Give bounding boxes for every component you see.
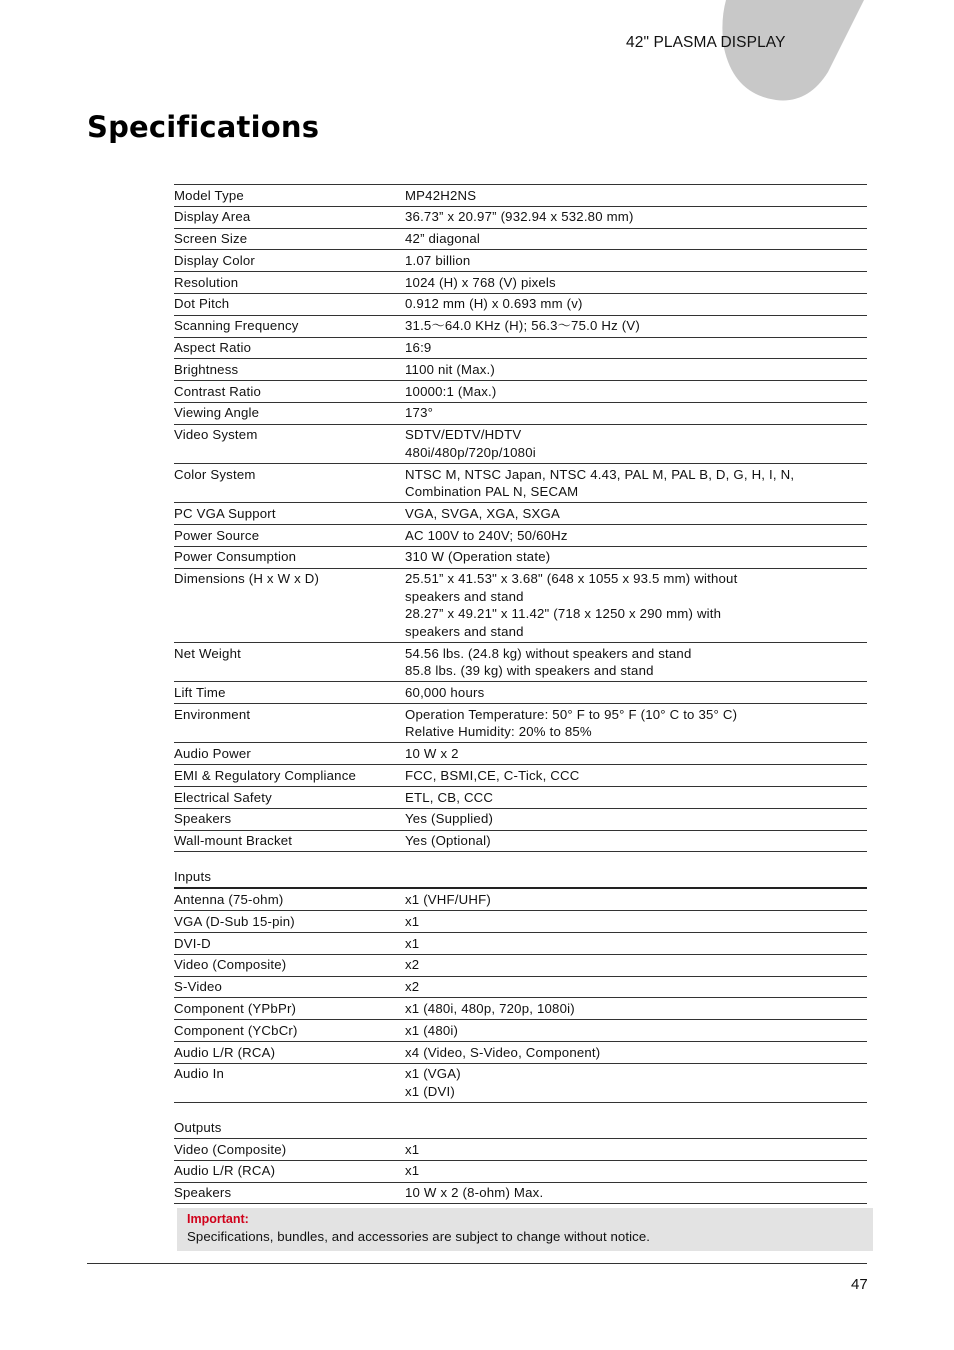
spec-value-line: speakers and stand	[405, 623, 524, 639]
spec-label: Power Consumption	[174, 549, 297, 565]
spec-value-line: 25.51” x 41.53" x 3.68" (648 x 1055 x 93.5 mm) without	[405, 571, 738, 587]
important-notice	[177, 1208, 873, 1251]
spec-value-line: 54.56 lbs. (24.8 kg) without speakers and stand	[405, 645, 692, 661]
spec-row	[174, 704, 867, 743]
spec-label: Dot Pitch	[174, 296, 230, 312]
spec-label: S-Video	[174, 979, 223, 995]
spec-value-line: 16:9	[405, 340, 432, 356]
spec-value	[405, 830, 867, 852]
spec-value	[405, 682, 867, 704]
spec-value-line: 36.73” x 20.97” (932.94 x 532.80 mm)	[405, 209, 634, 225]
spec-value-line: SDTV/EDTV/HDTV	[405, 427, 522, 443]
notice-text: Specifications, bundles, and accessories are subject to change without notice.	[187, 1229, 651, 1244]
spec-label: Viewing Angle	[174, 405, 260, 421]
spec-value-line: 1100 nit (Max.)	[405, 361, 495, 377]
spec-value-line: x1 (DVI)	[405, 1083, 455, 1099]
spec-row	[174, 464, 867, 503]
spec-row	[174, 743, 867, 765]
spec-label: Audio L/R (RCA)	[174, 1044, 276, 1060]
spec-label: VGA (D-Sub 15-pin)	[174, 913, 295, 929]
spec-row	[174, 228, 867, 250]
spec-value	[405, 765, 867, 787]
spec-value	[405, 888, 867, 910]
spec-label: Component (YPbPr)	[174, 1000, 297, 1016]
spec-row	[174, 643, 867, 682]
spec-label: Wall-mount Bracket	[174, 833, 293, 849]
general-specs-body	[174, 185, 867, 852]
spec-row	[174, 337, 867, 359]
spec-value	[405, 808, 867, 830]
spec-value-line: x1 (VGA)	[405, 1066, 461, 1082]
spec-row	[174, 568, 867, 642]
spec-row	[174, 250, 867, 272]
spec-row	[174, 1139, 867, 1161]
spec-value	[405, 228, 867, 250]
spec-value-line: x2	[405, 957, 420, 973]
spec-row	[174, 1042, 867, 1064]
spec-value-line: FCC, BSMI,CE, C-Tick, CCC	[405, 767, 580, 783]
spec-label: Environment	[174, 706, 251, 722]
spec-value-line: 1.07 billion	[405, 252, 471, 268]
spec-row	[174, 1182, 867, 1204]
spec-value	[405, 933, 867, 955]
spec-value-line: 10000:1 (Max.)	[405, 383, 497, 399]
footer-divider	[87, 1263, 867, 1264]
spec-value	[405, 1139, 867, 1161]
spec-value-line: 480i/480p/720p/1080i	[405, 444, 536, 460]
spec-value-line: ETL, CB, CCC	[405, 789, 494, 805]
spec-row	[174, 933, 867, 955]
spec-value	[405, 1042, 867, 1064]
spec-value	[405, 998, 867, 1020]
spec-value-line: 0.912 mm (H) x 0.693 mm (v)	[405, 296, 583, 312]
spec-label: Video System	[174, 427, 258, 443]
inputs-heading: Inputs	[174, 869, 212, 885]
spec-value-line: x1 (480i, 480p, 720p, 1080i)	[405, 1000, 575, 1016]
spec-value-line: speakers and stand	[405, 588, 524, 604]
spec-label: Dimensions (H x W x D)	[174, 571, 320, 587]
spec-value	[405, 525, 867, 547]
spec-label: Antenna (75-ohm)	[174, 891, 284, 907]
spec-row	[174, 503, 867, 525]
spec-value-line: 1024 (H) x 768 (V) pixels	[405, 274, 556, 290]
spec-value-line: 10 W x 2 (8-ohm) Max.	[405, 1185, 544, 1201]
spec-row	[174, 976, 867, 998]
spec-value	[405, 206, 867, 228]
spec-value-line: Yes (Optional)	[405, 833, 491, 849]
outputs-table	[174, 1138, 867, 1204]
spec-value-line: 85.8 lbs. (39 kg) with speakers and stand	[405, 663, 654, 679]
spec-label: Resolution	[174, 274, 239, 290]
spec-label: Screen Size	[174, 231, 248, 247]
spec-value	[405, 568, 867, 642]
spec-value	[405, 359, 867, 381]
spec-label: Audio In	[174, 1066, 224, 1082]
spec-label: Component (YCbCr)	[174, 1022, 298, 1038]
spec-value	[405, 976, 867, 998]
spec-value	[405, 402, 867, 424]
spec-row	[174, 315, 867, 337]
spec-value-line: x1 (480i)	[405, 1022, 459, 1038]
spec-row	[174, 1063, 867, 1102]
spec-row	[174, 381, 867, 403]
spec-row	[174, 1160, 867, 1182]
spec-value-line: 31.5～64.0 KHz (H); 56.3～75.0 Hz (V)	[405, 318, 640, 334]
spec-value-line: x1	[405, 935, 420, 951]
spec-label: Display Color	[174, 252, 256, 268]
spec-value-line: Yes (Supplied)	[405, 811, 494, 827]
spec-value	[405, 1020, 867, 1042]
spec-value-line: 42” diagonal	[405, 231, 480, 247]
spec-value	[405, 503, 867, 525]
notice-title: Important:	[187, 1212, 249, 1226]
spec-value	[405, 1160, 867, 1182]
spec-value-line: 10 W x 2	[405, 745, 459, 761]
spec-row	[174, 359, 867, 381]
spec-value	[405, 546, 867, 568]
specifications-section	[174, 184, 867, 1204]
outputs-body	[174, 1139, 867, 1204]
spec-value	[405, 337, 867, 359]
general-specs-table	[174, 184, 867, 852]
spec-row	[174, 525, 867, 547]
spec-row	[174, 424, 867, 463]
spec-value	[405, 293, 867, 315]
spec-value	[405, 272, 867, 294]
spec-value	[405, 911, 867, 933]
spec-row	[174, 998, 867, 1020]
spec-row	[174, 682, 867, 704]
spec-row	[174, 546, 867, 568]
spec-label: Speakers	[174, 811, 232, 827]
header-label: 42" PLASMA DISPLAY	[626, 34, 786, 51]
spec-label: Aspect Ratio	[174, 340, 252, 356]
spec-value-line: x1	[405, 913, 420, 929]
spec-label: Video (Composite)	[174, 957, 287, 973]
spec-label: Video (Composite)	[174, 1141, 287, 1157]
spec-row	[174, 765, 867, 787]
spec-value-line: Operation Temperature: 50° F to 95° F (10° C to 35° C)	[405, 706, 738, 722]
spec-value	[405, 250, 867, 272]
spec-label: Scanning Frequency	[174, 318, 299, 334]
spec-value-line: MP42H2NS	[405, 187, 477, 203]
spec-label: Brightness	[174, 361, 239, 377]
spec-value	[405, 1063, 867, 1102]
spec-label: Speakers	[174, 1185, 232, 1201]
spec-row	[174, 808, 867, 830]
header-decoration-shape	[700, 0, 870, 104]
spec-label: EMI & Regulatory Compliance	[174, 767, 357, 783]
spec-value	[405, 185, 867, 207]
spec-value-line: x1	[405, 1163, 420, 1179]
spec-value-line: NTSC M, NTSC Japan, NTSC 4.43, PAL M, PAL B, D, G, H, I, N,	[405, 466, 795, 482]
spec-value	[405, 704, 867, 743]
spec-value	[405, 954, 867, 976]
spec-value-line: Relative Humidity: 20% to 85%	[405, 724, 592, 740]
spec-value	[405, 1182, 867, 1204]
spec-value	[405, 424, 867, 463]
spec-row	[174, 206, 867, 228]
spec-row	[174, 911, 867, 933]
outputs-heading: Outputs	[174, 1120, 222, 1136]
spec-row	[174, 402, 867, 424]
spec-value-line: 60,000 hours	[405, 684, 485, 700]
spec-label: Display Area	[174, 209, 251, 225]
spec-row	[174, 954, 867, 976]
spec-value	[405, 787, 867, 809]
spec-value-line: 28.27” x 49.21" x 11.42" (718 x 1250 x 290 mm) with	[405, 606, 722, 622]
spec-label: Audio Power	[174, 745, 251, 761]
spec-value-line: Combination PAL N, SECAM	[405, 484, 579, 500]
spec-value	[405, 381, 867, 403]
spec-label: Color System	[174, 466, 256, 482]
spec-label: Audio L/R (RCA)	[174, 1163, 276, 1179]
page-title: Specifications	[87, 110, 320, 144]
spec-label: Contrast Ratio	[174, 383, 262, 399]
spec-label: PC VGA Support	[174, 505, 276, 521]
spec-label: Power Source	[174, 527, 260, 543]
page-number: 47	[851, 1276, 868, 1293]
inputs-table	[174, 887, 867, 1103]
spec-value-line: x4 (Video, S-Video, Component)	[405, 1044, 601, 1060]
spec-label: DVI-D	[174, 935, 211, 951]
spec-label: Electrical Safety	[174, 789, 272, 805]
spec-row	[174, 888, 867, 910]
spec-row	[174, 830, 867, 852]
spec-row	[174, 272, 867, 294]
spec-value-line: x1	[405, 1141, 420, 1157]
spec-label: Lift Time	[174, 684, 226, 700]
spec-row	[174, 787, 867, 809]
spec-value	[405, 315, 867, 337]
spec-value-line: AC 100V to 240V; 50/60Hz	[405, 527, 568, 543]
spec-value-line: 310 W (Operation state)	[405, 549, 551, 565]
inputs-body	[174, 888, 867, 1102]
spec-row	[174, 1020, 867, 1042]
spec-value-line: VGA, SVGA, XGA, SXGA	[405, 505, 560, 521]
spec-value-line: x2	[405, 979, 420, 995]
spec-value-line: x1 (VHF/UHF)	[405, 891, 491, 907]
spec-label: Model Type	[174, 187, 244, 203]
spec-value	[405, 643, 867, 682]
spec-value	[405, 743, 867, 765]
spec-value-line: 173°	[405, 405, 434, 421]
spec-row	[174, 185, 867, 207]
spec-label: Net Weight	[174, 645, 241, 661]
spec-row	[174, 293, 867, 315]
spec-value	[405, 464, 867, 503]
